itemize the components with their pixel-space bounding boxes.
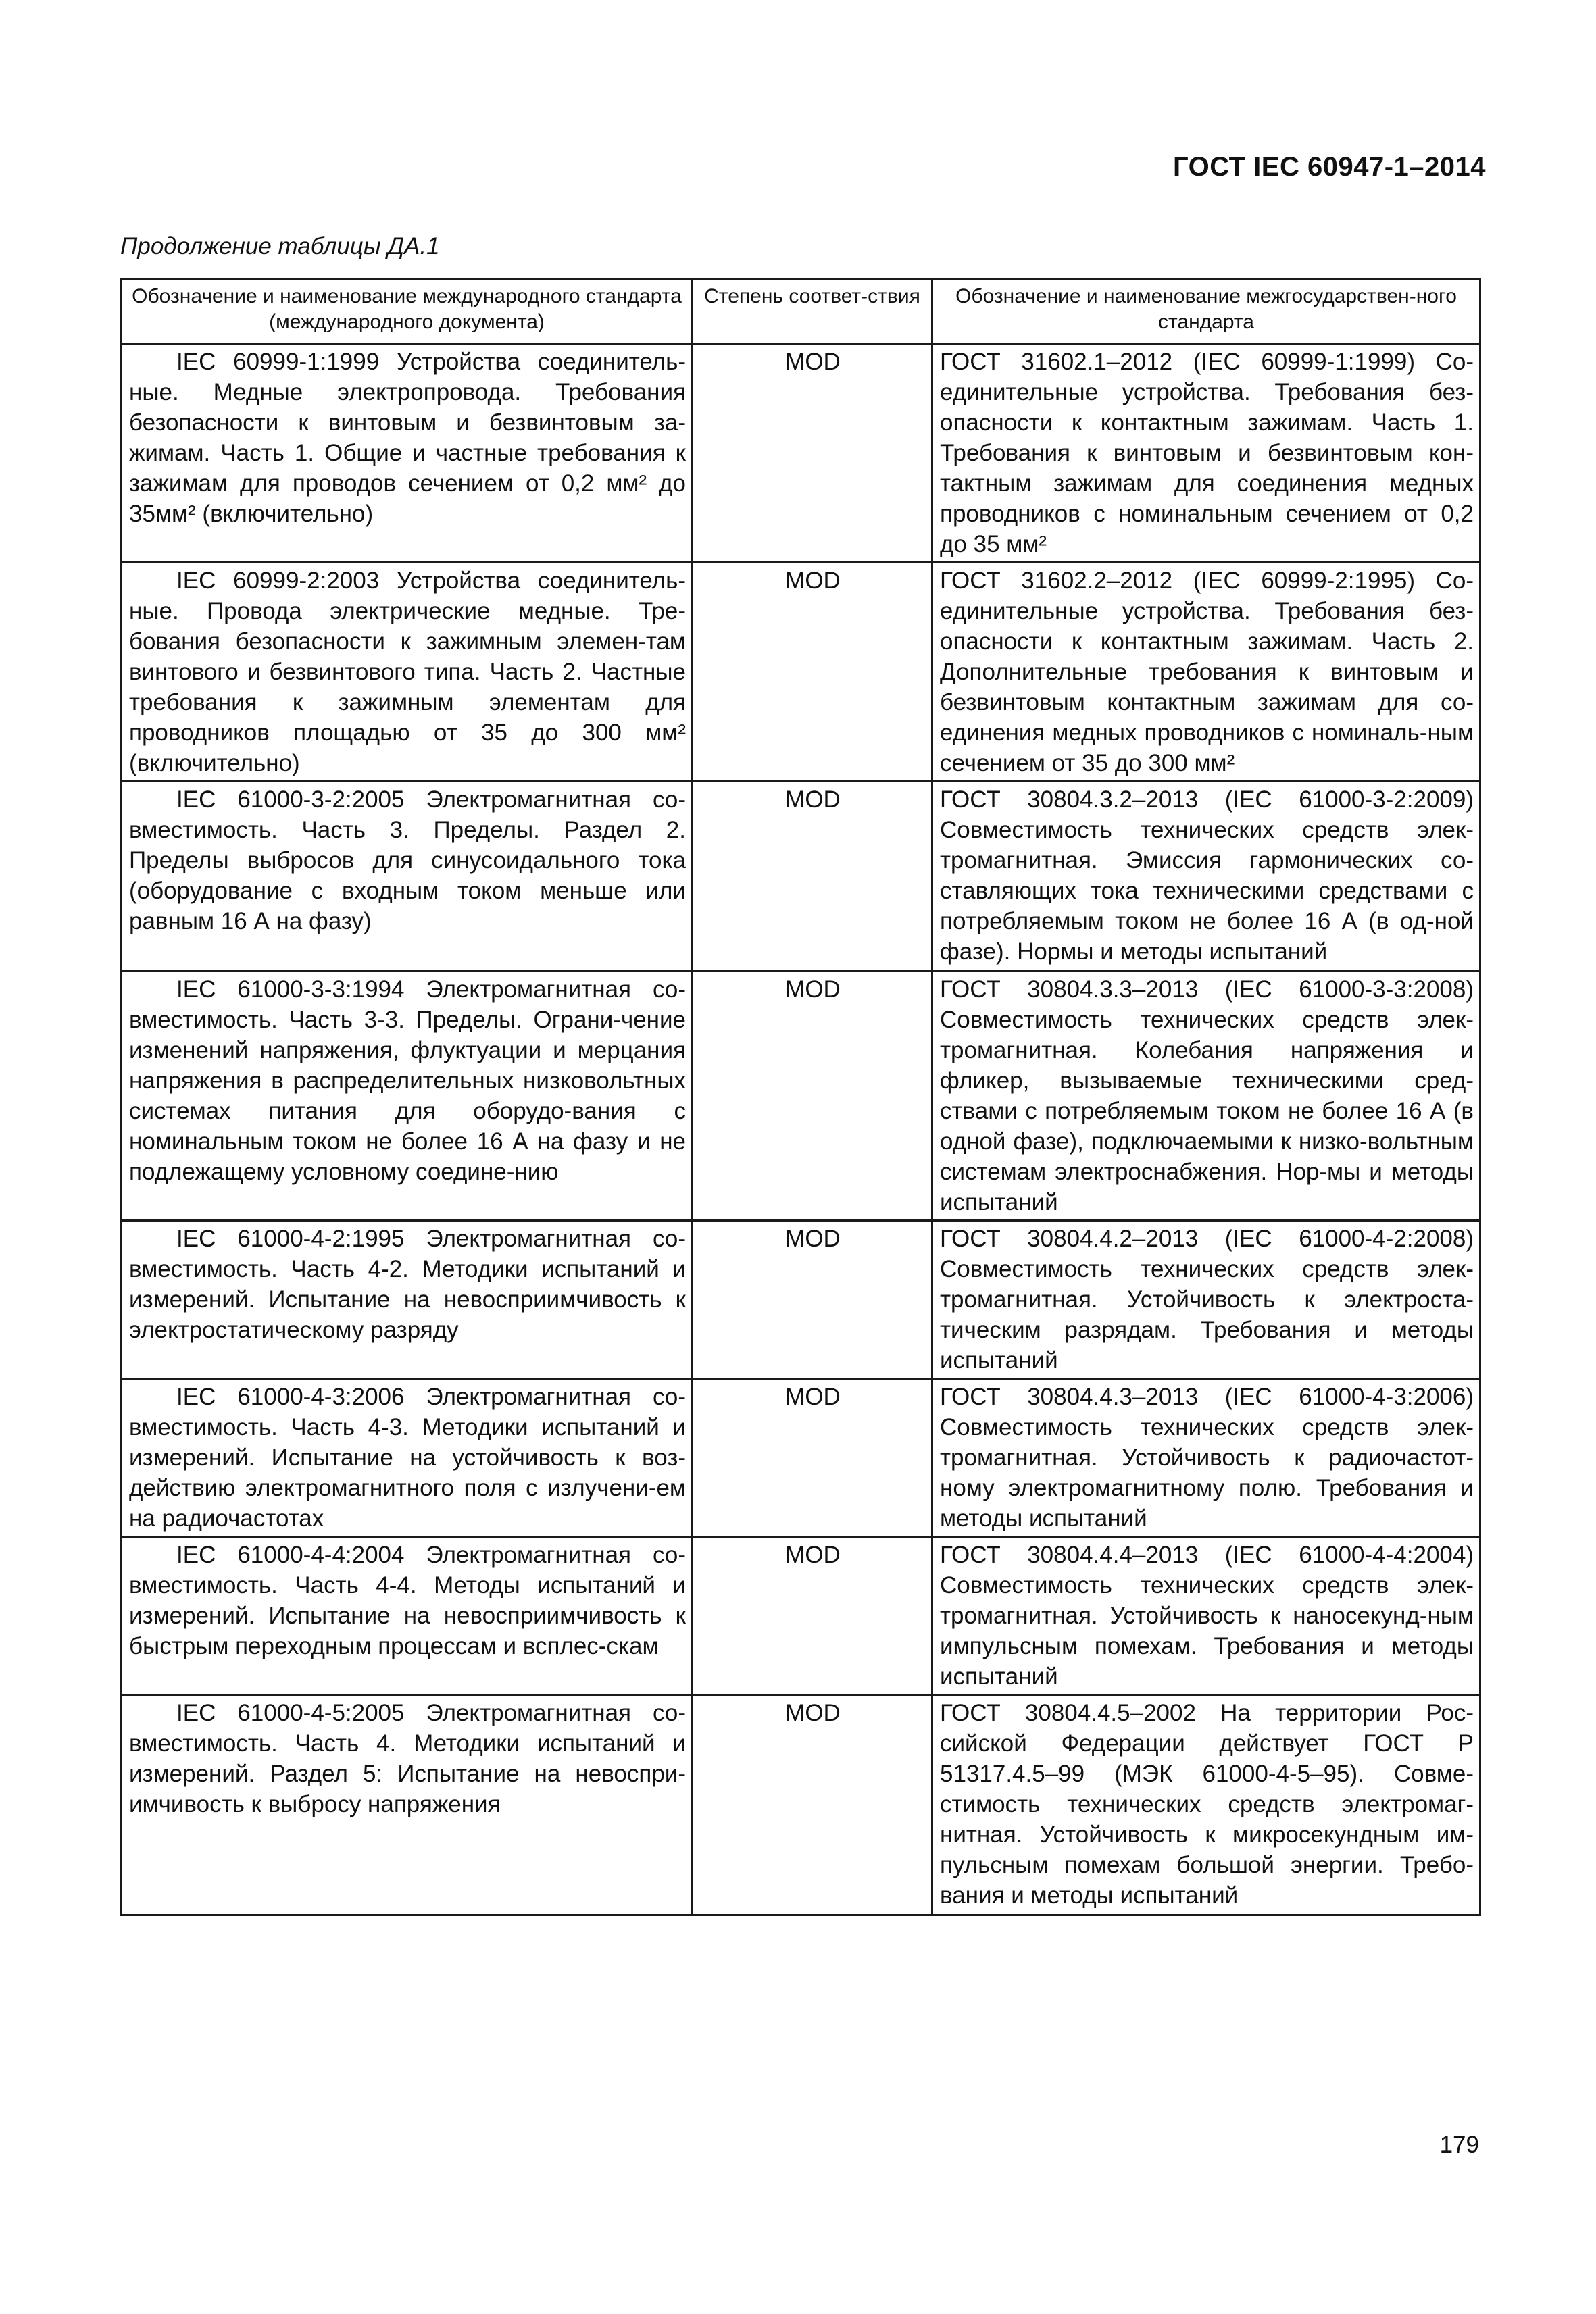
table-row	[122, 972, 1480, 1221]
table-row	[122, 782, 1480, 972]
degree-cell: MOD	[693, 782, 932, 972]
table-row	[122, 1221, 1480, 1379]
interstate-standard-cell: ГОСТ 31602.2–2012 (IEC 60999-2:1995) Со-единительные устройства. Требования без-опасности к контактным зажимам. Часть 2. Дополнительные требования к винтовым и безвинтовым контактным зажимам для со-единения медных проводников с номиналь-ным сечением от 35 до 300 мм²	[932, 563, 1480, 782]
table-row	[122, 1537, 1480, 1695]
international-standard-cell: IEC 61000-4-4:2004 Электромагнитная со-вместимость. Часть 4-4. Методы испытаний и измерений. Испытание на невосприимчивость к быстрым переходным процессам и всплес-скам	[122, 1537, 693, 1695]
international-standard-cell: IEC 61000-3-3:1994 Электромагнитная со-вместимость. Часть 3-3. Пределы. Ограни-чение изменений напряжения, флуктуации и мерцания напряжения в распределительных низковольтных системах питания для оборудо-вания с номинальным током не более 16 А на фазу и не подлежащему условному соедине-нию	[122, 972, 693, 1221]
interstate-standard-cell: ГОСТ 30804.4.2–2013 (IEC 61000-4-2:2008) Совместимость технических средств элек-тромагнитная. Устойчивость к электроста-тическим разрядам. Требования и методы испытаний	[932, 1221, 1480, 1379]
degree-cell: MOD	[693, 972, 932, 1221]
column-header-degree: Степень соответ-ствия	[693, 280, 932, 344]
table-caption: Продолжение таблицы ДА.1	[120, 233, 440, 259]
international-standard-cell: IEC 61000-4-2:1995 Электромагнитная со-вместимость. Часть 4-2. Методики испытаний и измерений. Испытание на невосприимчивость к электростатическому разряду	[122, 1221, 693, 1379]
interstate-standard-cell: ГОСТ 30804.4.3–2013 (IEC 61000-4-3:2006) Совместимость технических средств элек-тромагнитная. Устойчивость к радиочастот-ному электромагнитному полю. Требования и методы испытаний	[932, 1379, 1480, 1537]
column-header-interstate: Обозначение и наименование межгосударствен-ного стандарта	[932, 280, 1480, 344]
document-code: ГОСТ IEC 60947-1–2014	[1172, 152, 1486, 182]
page-number: 179	[1439, 2132, 1479, 2158]
table-header-row	[122, 280, 1480, 344]
interstate-standard-cell: ГОСТ 30804.3.3–2013 (IEC 61000-3-3:2008) Совместимость технических средств элек-тромагнитная. Колебания напряжения и фликер, вызываемые техническими сред-ствами с потребляемым током не более 16 А (в одной фазе), подключаемыми к низко-вольтным системам электроснабжения. Нор-мы и методы испытаний	[932, 972, 1480, 1221]
international-standard-cell: IEC 60999-1:1999 Устройства соединитель-ные. Медные электропровода. Требования безопасности к винтовым и безвинтовым за-жимам. Часть 1. Общие и частные требования к зажимам для проводов сечением от 0,2 мм² до 35мм² (включительно)	[122, 344, 693, 563]
column-header-international: Обозначение и наименование международного стандарта (международного документа)	[122, 280, 693, 344]
degree-cell: MOD	[693, 563, 932, 782]
table-row	[122, 1695, 1480, 1915]
degree-cell: MOD	[693, 344, 932, 563]
correspondence-table	[120, 278, 1481, 1916]
degree-cell: MOD	[693, 1695, 932, 1915]
interstate-standard-cell: ГОСТ 30804.4.4–2013 (IEC 61000-4-4:2004) Совместимость технических средств элек-тромагнитная. Устойчивость к наносекунд-ным импульсным помехам. Требования и методы испытаний	[932, 1537, 1480, 1695]
table-row	[122, 563, 1480, 782]
international-standard-cell: IEC 61000-4-3:2006 Электромагнитная со-вместимость. Часть 4-3. Методики испытаний и измерений. Испытание на устойчивость к воз-действию электромагнитного поля с излучени-ем на радиочастотах	[122, 1379, 693, 1537]
interstate-standard-cell: ГОСТ 31602.1–2012 (IEC 60999-1:1999) Со-единительные устройства. Требования без-опасности к контактным зажимам. Часть 1. Требования к винтовым и безвинтовым кон-тактным зажимам для соединения медных проводников с номинальным сечением от 0,2 до 35 мм²	[932, 344, 1480, 563]
international-standard-cell: IEC 61000-4-5:2005 Электромагнитная со-вместимость. Часть 4. Методики испытаний и измерений. Раздел 5: Испытание на невоспри-имчивость к выбросу напряжения	[122, 1695, 693, 1915]
table-row	[122, 1379, 1480, 1537]
degree-cell: MOD	[693, 1221, 932, 1379]
international-standard-cell: IEC 60999-2:2003 Устройства соединитель-ные. Провода электрические медные. Тре-бования безопасности к зажимным элемен-там винтового и безвинтового типа. Часть 2. Частные требования к зажимным элементам для проводников площадью от 35 до 300 мм² (включительно)	[122, 563, 693, 782]
interstate-standard-cell: ГОСТ 30804.4.5–2002 На территории Рос-сийской Федерации действует ГОСТ Р 51317.4.5–99 (МЭК 61000-4-5–95). Совме-стимость технических средств электромаг-нитная. Устойчивость к микросекундным им-пульсным помехам большой энергии. Требо-вания и методы испытаний	[932, 1695, 1480, 1915]
table-row	[122, 344, 1480, 563]
interstate-standard-cell: ГОСТ 30804.3.2–2013 (IEC 61000-3-2:2009) Совместимость технических средств элек-тромагнитная. Эмиссия гармонических со-ставляющих тока техническими средствами с потребляемым током не более 16 А (в од-ной фазе). Нормы и методы испытаний	[932, 782, 1480, 972]
degree-cell: MOD	[693, 1537, 932, 1695]
degree-cell: MOD	[693, 1379, 932, 1537]
international-standard-cell: IEC 61000-3-2:2005 Электромагнитная со-вместимость. Часть 3. Пределы. Раздел 2. Пределы выбросов для синусоидального тока (оборудование с входным током меньше или равным 16 А на фазу)	[122, 782, 693, 972]
